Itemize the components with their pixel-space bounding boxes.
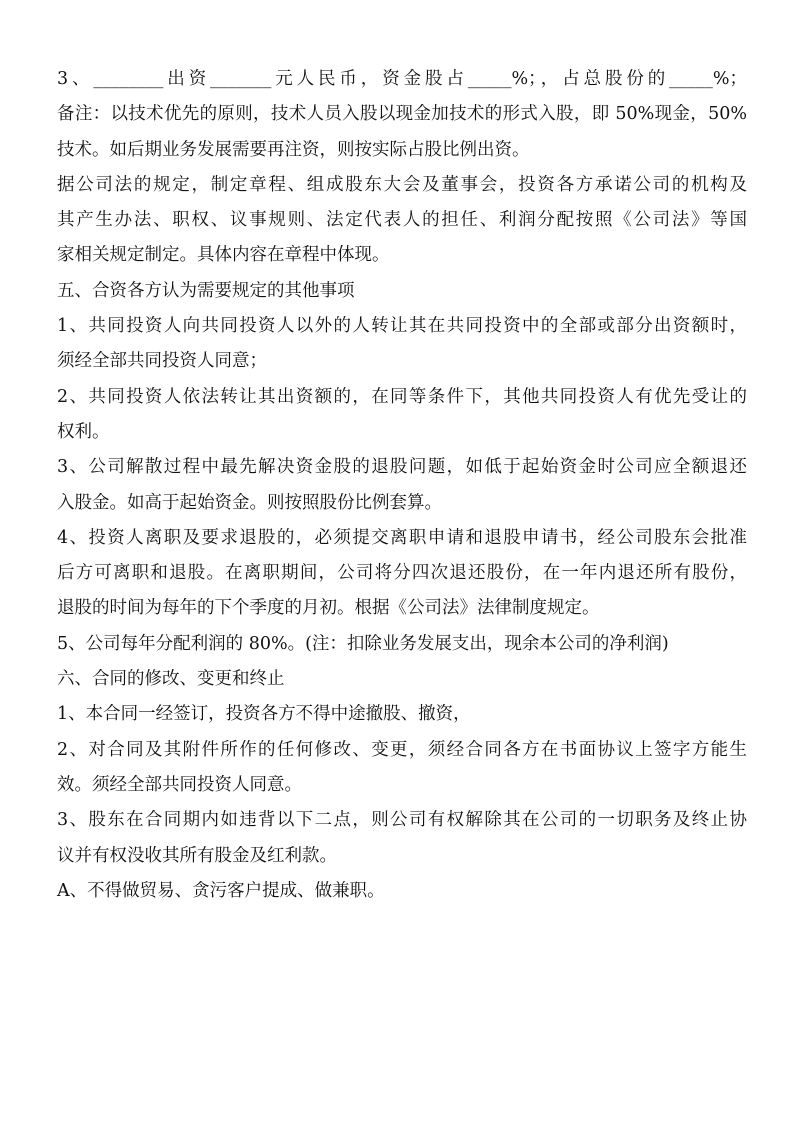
item-2-line-1: 2、共同投资人依法转让其出资额的，在同等条件下，其他共同投资人有优先受让的 [57,386,747,407]
section-6-item-3-line-2: 议并有权没收其所有股金及红利款。 [57,845,337,866]
section-6-item-3-line-1: 3、股东在合同期内如违背以下二点，则公司有权解除其在公司的一切职务及终止协 [57,810,747,831]
clause-3-investment-line: 3、________出资_______元人民币，资金股占_____%；，占总股份的_____%； [57,69,747,89]
section-6-item-2-line-1: 2、对合同及其附件所作的任何修改、变更，须经合同各方在书面协议上签字方能生 [57,739,747,760]
item-3-line-2: 入股金。如高于起始资金。则按照股份比例套算。 [57,492,442,513]
item-1-line-2: 须经全部共同投资人同意； [57,351,267,372]
section-6-item-1: 1、本合同一经签订，投资各方不得中途撤股、撤资， [57,704,471,725]
item-3-line-1: 3、公司解散过程中最先解决资金股的退股问题，如低于起始资金时公司应全额退还 [57,457,747,478]
section-5-heading: 五、合资各方认为需要规定的其他事项 [57,280,355,301]
item-4-line-2: 后方可离职和退股。在离职期间，公司将分四次退还股份，在一年内退还所有股份， [57,563,747,584]
item-1-line-1: 1、共同投资人向共同投资人以外的人转让其在共同投资中的全部或部分出资额时， [57,316,747,337]
note-line-2: 技术。如后期业务发展需要再注资，则按实际占股比例出资。 [57,139,530,160]
item-4-line-3: 退股的时间为每年的下个季度的月初。根据《公司法》法律制度规定。 [57,598,600,619]
company-law-line-1: 据公司法的规定，制定章程、组成股东大会及董事会，投资各方承诺公司的机构及 [57,174,747,195]
note-line-1: 备注：以技术优先的原则，技术人员入股以现金加技术的形式入股，即 50%现金，50% [57,104,747,125]
item-4-line-1: 4、投资人离职及要求退股的，必须提交离职申请和退股申请书，经公司股东会批准 [57,527,747,548]
section-6-heading: 六、合同的修改、变更和终止 [57,669,285,690]
section-6-item-2-line-2: 效。须经全部共同投资人同意。 [57,774,302,795]
sub-item-a: A、不得做贸易、贪污客户提成、做兼职。 [57,880,385,901]
document-body [57,62,747,909]
company-law-line-2: 其产生办法、职权、议事规则、法定代表人的担任、利润分配按照《公司法》等国 [57,210,747,231]
company-law-line-3: 家相关规定制定。具体内容在章程中体现。 [57,245,390,266]
item-5-line: 5、公司每年分配利润的 80%。(注：扣除业务发展支出，现余本公司的净利润) [57,633,669,654]
item-2-line-2: 权利。 [57,421,110,442]
